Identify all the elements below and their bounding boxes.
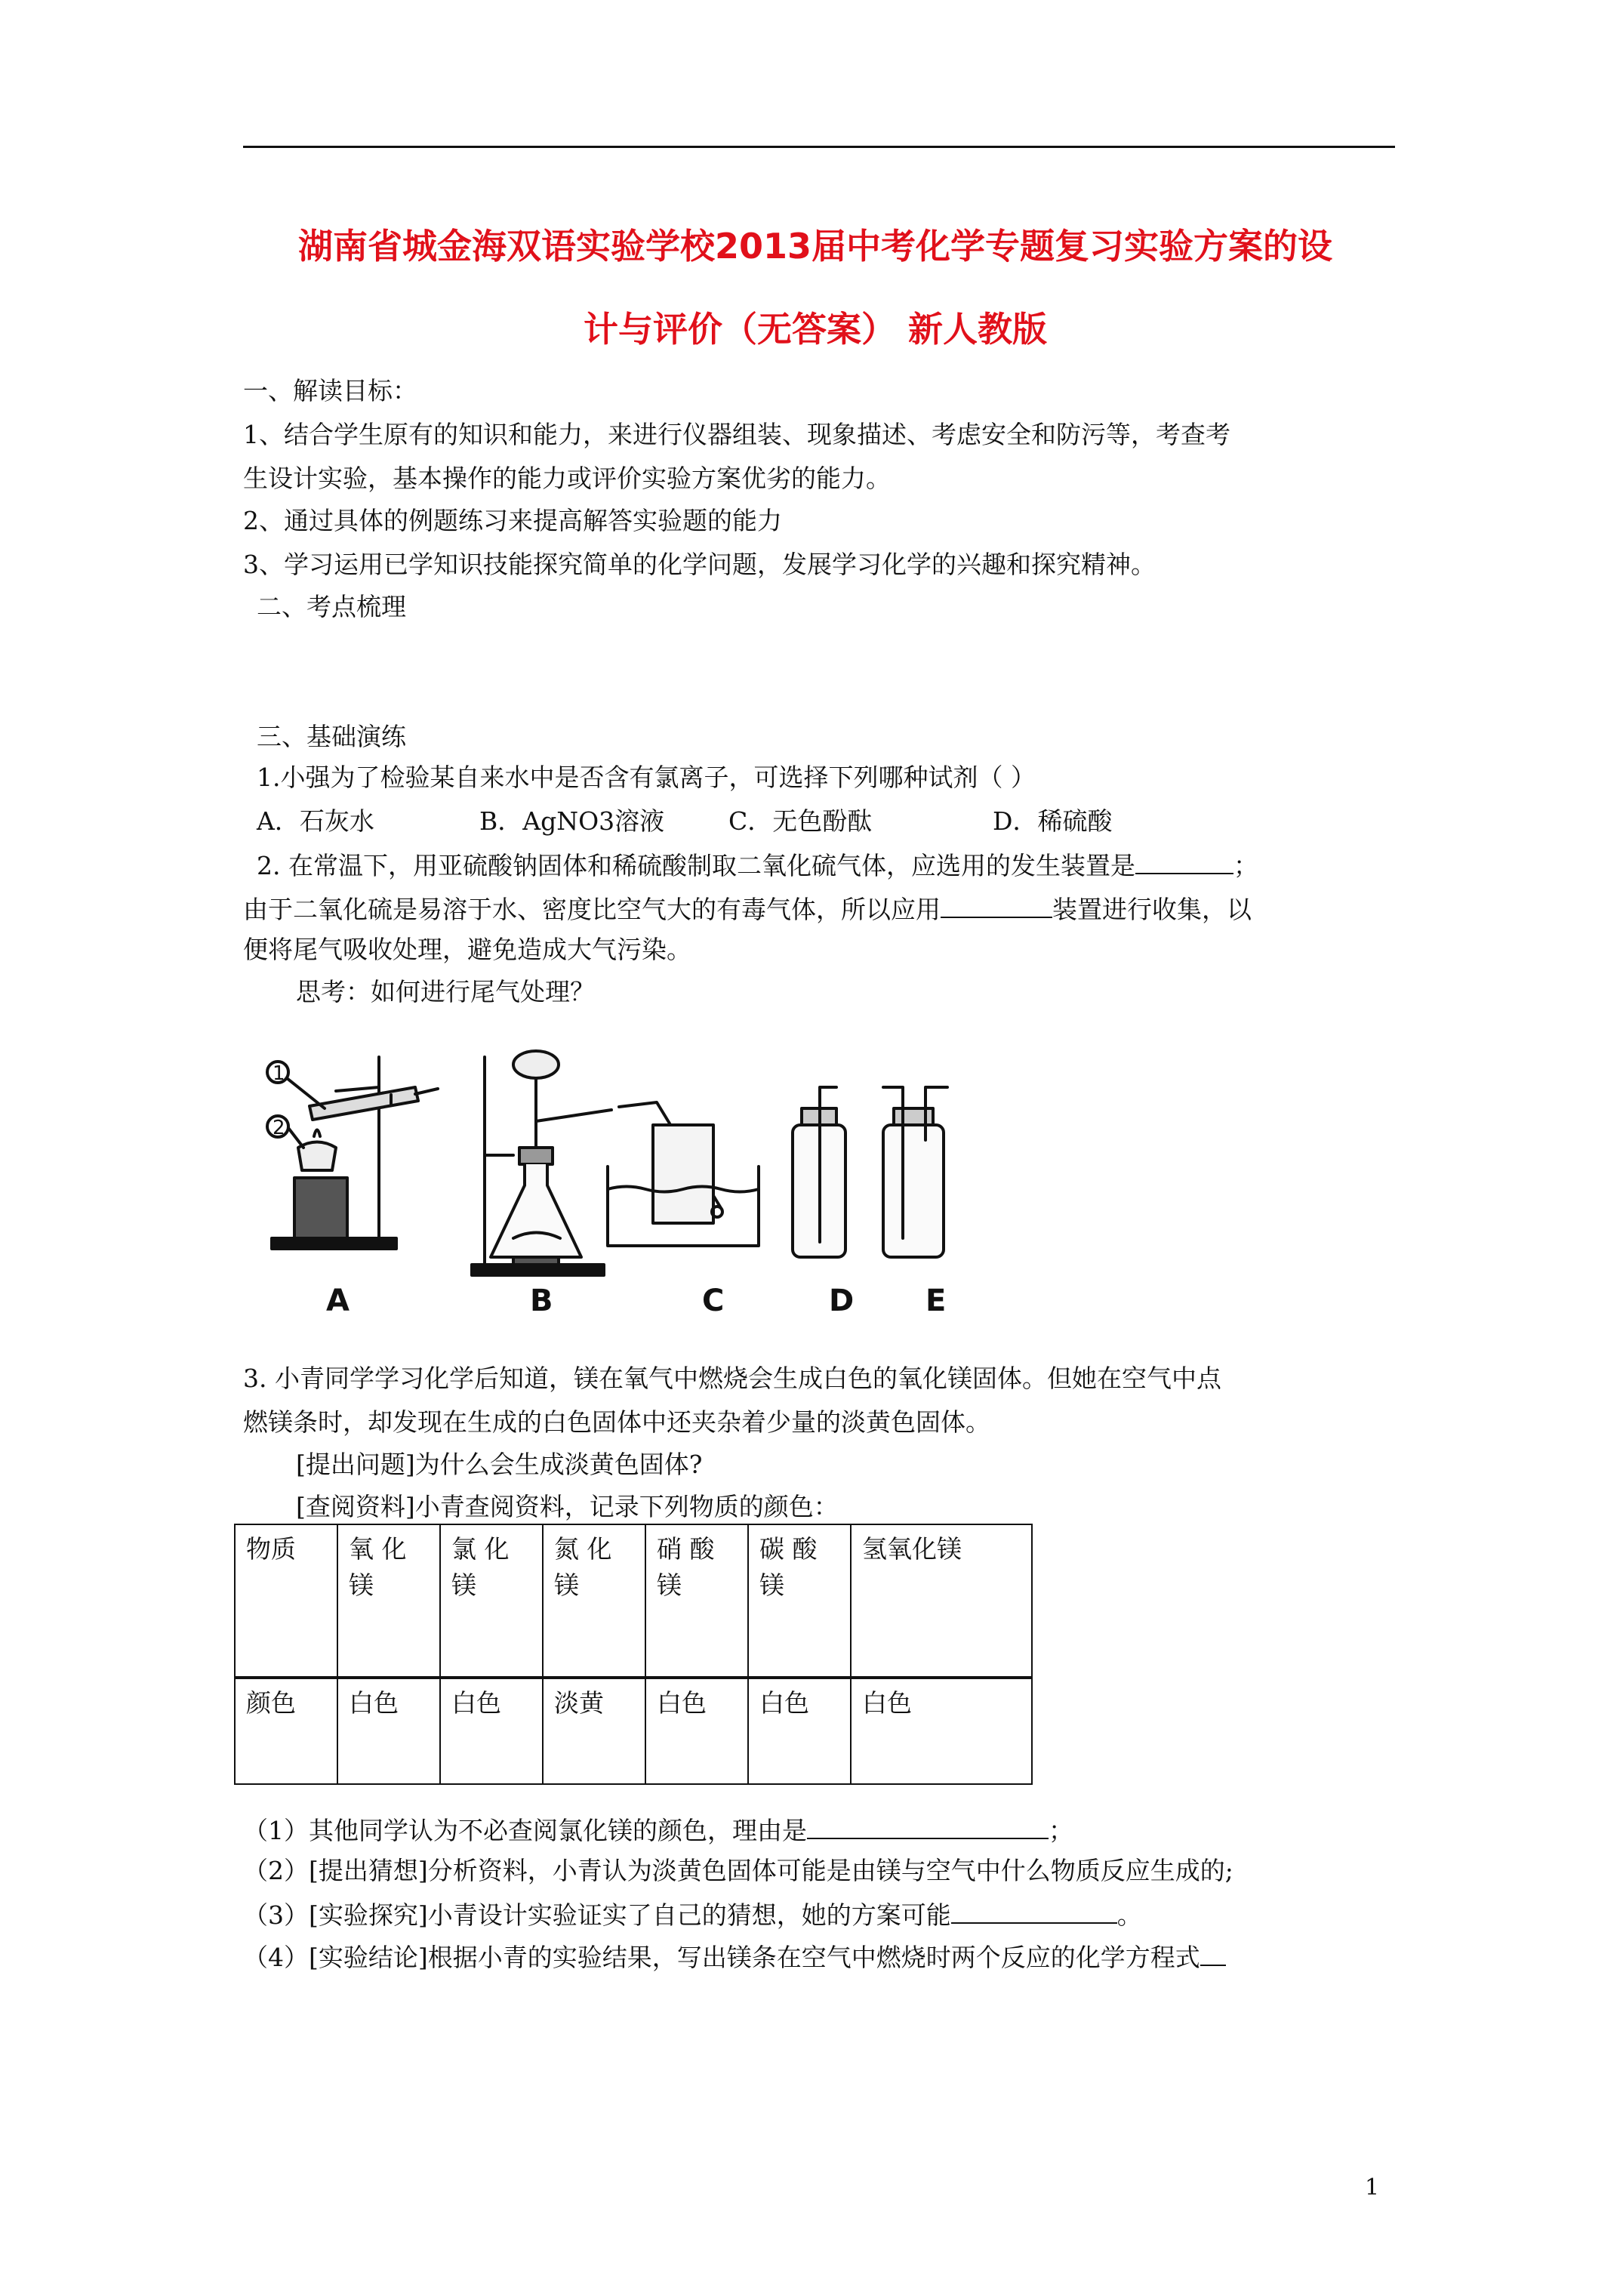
q3-lookup: [查阅资料]小青查阅资料，记录下列物质的颜色： [296,1492,839,1521]
lamp-flame-a [314,1130,320,1137]
table-cell: 氧 化 镁 [337,1524,440,1678]
q2-line1-text: 2. 在常温下，用亚硫酸钠固体和稀硫酸制取二氧化硫气体，应选用的发生装置是 [257,851,1135,880]
q2-line2-text: 由于二氧化硫是易溶于水、密度比空气大的有毒气体，所以应用 [243,895,941,924]
substance-color-table [234,1524,1033,1785]
q3-sub4 [243,1939,1226,1974]
q2-line1 [257,847,1258,883]
q3-sub3-end: 。 [1116,1900,1142,1930]
q3-sub1 [243,1812,1073,1848]
test-tube-a [310,1087,418,1120]
apparatus-figure [264,1034,996,1336]
table-cell: 氢氧化镁 [851,1524,1032,1678]
conical-flask-b [491,1164,581,1257]
q3-line2: 燃镁条时，却发现在生成的白色固体中还夹杂着少量的淡黄色固体。 [243,1407,990,1437]
q2-line2 [243,891,1252,926]
table-row-color [235,1678,1032,1784]
apparatus-c [608,1102,759,1246]
page-number: 1 [1365,2174,1380,2201]
stand-base-b [472,1265,604,1275]
stopper-b [519,1148,553,1164]
q3-sub3-text: （3）[实验探究]小青设计实验证实了自己的猜想，她的方案可能 [243,1900,951,1930]
table-cell: 碳 酸 镁 [748,1524,851,1678]
section1-heading: 一、解读目标： [243,376,417,405]
separatory-funnel-b [513,1051,559,1078]
q1-option-b: B．AgNO3溶液 [479,806,665,836]
q1-option-a: A．石灰水 [257,806,374,836]
stand-base-a [272,1238,396,1249]
figure-label-d: D [829,1284,855,1318]
collecting-bottle-c [653,1125,713,1223]
figure-label-c: C [702,1284,725,1318]
outlet-tube-b [536,1110,611,1121]
q2-blank-generator [1135,847,1233,874]
q2-line1-end: ； [1233,851,1258,880]
table-cell: 白色 [851,1678,1032,1784]
apparatus-b [472,1051,611,1275]
table-cell: 白色 [645,1678,748,1784]
clamp-a [336,1087,379,1091]
table-cell: 白色 [748,1678,851,1784]
apparatus-d [793,1087,845,1257]
stopper-e [894,1108,933,1125]
marker-2-leader [288,1128,303,1148]
q2-line3: 便将尾气吸收处理，避免造成大气污染。 [243,935,691,964]
q1-option-d: D．稀硫酸 [993,806,1113,836]
svg-text:2: 2 [273,1117,285,1139]
gas-bottle-e [883,1125,944,1257]
flask-pad-b [513,1257,559,1265]
q3-sub3 [243,1897,1142,1932]
q2-blank-collector [941,891,1052,918]
goal-3: 3、学习运用已学知识技能探究简单的化学问题，发展学习化学的兴趣和探究精神。 [243,550,1156,579]
q2-line2-end: 装置进行收集，以 [1052,895,1252,924]
table-cell: 白色 [337,1678,440,1784]
table-cell: 硝 酸 镁 [645,1524,748,1678]
marker-1-leader [287,1078,325,1108]
table-cell: 氯 化 镁 [440,1524,543,1678]
figure-label-a: A [326,1284,350,1318]
table-cell: 白色 [440,1678,543,1784]
figure-label-e: E [925,1284,947,1318]
q3-line1: 3. 小青同学学习化学后知道，镁在氧气中燃烧会生成白色的氧化镁固体。但她在空气中点 [243,1364,1221,1393]
header-rule [243,146,1395,148]
table-cell: 物质 [235,1524,337,1678]
apparatus-a [267,1057,438,1249]
q1-option-c: C．无色酚酞 [728,806,873,836]
q3-sub2: （2）[提出猜想]分析资料，小青认为淡黄色固体可能是由镁与空气中什么物质反应生成的; [243,1856,1233,1885]
goal-1-line1: 1、结合学生原有的知识和能力，来进行仪器组装、现象描述、考虑安全和防污等，考查考 [243,420,1230,449]
outlet-tube-a [415,1089,438,1094]
q3-question: [提出问题]为什么会生成淡黄色固体? [296,1450,703,1479]
apparatus-e [883,1087,947,1257]
q1-stem: 1.小强为了检验某自来水中是否含有氯离子，可选择下列哪种试剂（ ） [257,763,1036,792]
q3-sub1-text: （1）其他同学认为不必查阅氯化镁的颜色，理由是 [243,1816,807,1845]
table-cell: 氮 化 镁 [543,1524,645,1678]
goal-1-line2: 生设计实验，基本操作的能力或评价实验方案优劣的能力。 [243,464,891,493]
section2-heading: 二、考点梳理 [257,592,406,621]
table-row-substance [235,1524,1032,1678]
table-cell: 淡黄 [543,1678,645,1784]
q3-sub1-end: ； [1049,1816,1073,1845]
document-title-line1: 湖南省城金海双语实验学校2013届中考化学专题复习实验方案的设 [297,226,1333,267]
goal-2: 2、通过具体的例题练习来提高解答实验题的能力 [243,506,782,535]
q3-sub4-blank [1200,1939,1226,1966]
q3-sub1-blank [807,1812,1049,1839]
q3-sub4-text: （4）[实验结论]根据小青的实验结果，写出镁条在空气中燃烧时两个反应的化学方程式 [243,1943,1200,1972]
table-cell: 颜色 [235,1678,337,1784]
q2-think: 思考：如何进行尾气处理？ [296,977,595,1006]
q3-sub3-blank [951,1897,1117,1924]
figure-label-b: B [530,1284,553,1318]
document-title-line2: 计与评价（无答案） 新人教版 [583,309,1047,350]
svg-text:1: 1 [273,1062,285,1085]
wood-block-a [294,1178,347,1238]
section3-heading: 三、基础演练 [257,722,406,751]
